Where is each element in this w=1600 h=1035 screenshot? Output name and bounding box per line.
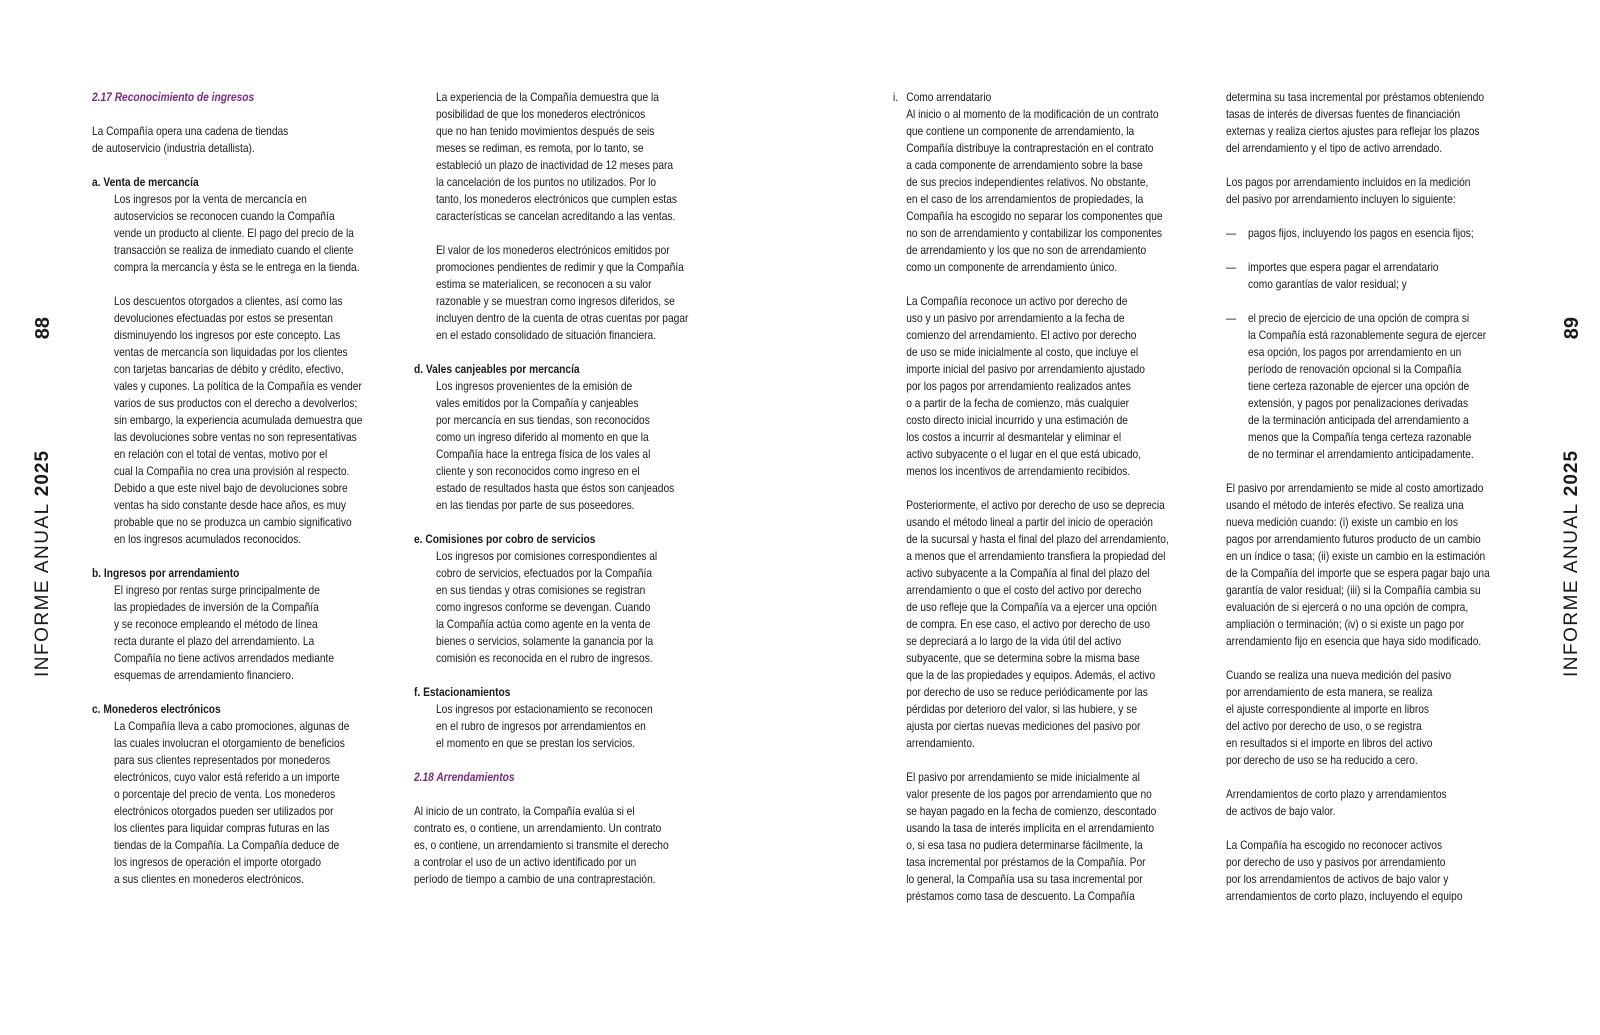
indented-text-line: estado de resultados hasta que éstos son canjeados: [436, 482, 675, 495]
list-body-line: comienzo del arrendamiento. El activo por derecho: [906, 329, 1137, 342]
bullet-dash: —: [1226, 227, 1237, 240]
indented-text-line: la Compañía actúa como agente en la venta de: [436, 618, 651, 631]
paragraph-gap: [1226, 157, 1516, 174]
indented-text-line: Los ingresos por estacionamiento se reconocen: [436, 703, 653, 716]
indented-text-line: Compañía no tiene activos arrendados mediante: [114, 652, 335, 665]
indented-text-line: probable que no se produzca un cambio significativo: [114, 516, 352, 529]
indented-text-line: por mercancía en sus tiendas, son reconocidos: [436, 414, 650, 427]
indented-text-line: que no han tenido movimientos después de seis: [436, 125, 655, 138]
indented-text-line: esquemas de arrendamiento financiero.: [114, 669, 294, 682]
paragraph-gap: [1226, 242, 1516, 259]
indented-text-line: tanto, los monederos electrónicos que cumplen estas: [436, 193, 678, 206]
right-page-footer: [1555, 317, 1589, 677]
list-body-line: de uso refleje que la Compañía va a ejercer una opción: [906, 601, 1157, 614]
paragraph-gap: [893, 276, 1192, 293]
indented-text-line: la cancelación de los puntos no utilizados. Por lo: [436, 176, 657, 189]
bullet-text: pagos fijos, incluyendo los pagos en esencia fijos;: [1248, 227, 1474, 240]
list-body-line: uso y un pasivo por arrendamiento a la fecha de: [906, 312, 1125, 325]
text-line: del arrendamiento y el tipo de activo arrendado.: [1226, 142, 1443, 155]
list-body-line: arrendamiento.: [906, 737, 975, 750]
indented-text-line: La Compañía lleva a cabo promociones, algunas de: [114, 720, 350, 733]
indented-text-line: a sus clientes en monederos electrónicos.: [114, 873, 304, 886]
indented-text-line: La experiencia de la Compañía demuestra que la: [436, 91, 659, 104]
text-line: de activos de bajo valor.: [1226, 805, 1336, 818]
indented-text-line: Los ingresos por la venta de mercancía en: [114, 193, 307, 206]
paragraph-gap: [893, 480, 1192, 497]
list-body-line: subyacente, que se determina sobre la misma base: [906, 652, 1140, 665]
text-line: Arrendamientos de corto plazo y arrendamientos: [1226, 788, 1447, 801]
indented-text-line: con tarjetas bancarias de débito y crédito, efectivo,: [114, 363, 344, 376]
bullet-text: el precio de ejercicio de una opción de compra si: [1248, 312, 1470, 325]
list-body-line: activo subyacente a la Compañía al final del plazo del: [906, 567, 1150, 580]
indented-text-line: extensión, y pagos por penalizaciones derivadas: [1248, 397, 1469, 410]
indented-text-line: las cuales involucran el otorgamiento de beneficios: [114, 737, 345, 750]
paragraph-gap: [92, 106, 389, 123]
bullet-item: [1226, 225, 1516, 242]
paragraph-gap: [1226, 463, 1516, 480]
text-column-1: [92, 89, 389, 888]
text-line: arrendamientos de corto plazo, incluyendo el equipo: [1226, 890, 1463, 903]
subsection-heading: f. Estacionamientos: [414, 686, 511, 699]
paragraph-gap: [414, 786, 711, 803]
list-body-line: de la sucursal y hasta el final del plazo del arrendamiento,: [906, 533, 1169, 546]
bullet-item: [1226, 310, 1516, 327]
text-line: Al inicio de un contrato, la Compañía evalúa si el: [414, 805, 635, 818]
text-line: por arrendamiento de esta manera, se realiza: [1226, 686, 1433, 699]
list-body-line: pérdidas por deterioro del valor, si las hubiere, y se: [906, 703, 1138, 716]
subsection-heading: b. Ingresos por arrendamiento: [92, 567, 240, 580]
list-body-line: de compra. En ese caso, el activo por derecho de uso: [906, 618, 1151, 631]
list-body-line: de arrendamiento y los que no son de arrendamiento: [906, 244, 1147, 257]
list-body-line: no son de arrendamiento y contabilizar los componentes: [906, 227, 1162, 240]
text-line: tasas de interés de diversas fuentes de financiación: [1226, 108, 1461, 121]
text-line: de autoservicio (industria detallista).: [92, 142, 255, 155]
page-number: 89: [1560, 317, 1583, 340]
bullet-item: [1226, 259, 1516, 276]
indented-text-line: como un ingreso diferido al momento en que la: [436, 431, 649, 444]
indented-text-line: bienes o servicios, solamente la ganancia por la: [436, 635, 654, 648]
text-line: usando el método de interés efectivo. Se realiza una: [1226, 499, 1464, 512]
list-body-line: o, si esa tasa no pudiera determinarse fácilmente, la: [906, 839, 1143, 852]
text-line: es, o contiene, un arrendamiento si transmite el derecho: [414, 839, 669, 852]
list-body-line: que contiene un componente de arrendamiento, la: [906, 125, 1135, 138]
indented-text-line: cliente y son reconocidos como ingreso en el: [436, 465, 640, 478]
indented-text-line: El valor de los monederos electrónicos emitidos por: [436, 244, 670, 257]
subsection-heading: a. Venta de mercancía: [92, 176, 199, 189]
text-line: evaluación de si ejercerá o no una opción de compra,: [1226, 601, 1469, 614]
paragraph-gap: [1226, 650, 1516, 667]
indented-text-line: esa opción, los pagos por arrendamiento en un: [1248, 346, 1462, 359]
indented-text-line: sin embargo, la experiencia acumulada demuestra que: [114, 414, 363, 427]
text-line: contrato es, o contiene, un arrendamiento. Un contrato: [414, 822, 662, 835]
list-body-line: se depreciará a lo largo de la vida útil del activo: [906, 635, 1122, 648]
list-body-line: lo general, la Compañía usa su tasa incremental por: [906, 873, 1143, 886]
indented-text-line: comisión es reconocida en el rubro de ingresos.: [436, 652, 653, 665]
list-body-line: a cada componente de arrendamiento sobre la base: [906, 159, 1143, 172]
indented-text-line: cobro de servicios, efectuados por la Compañía: [436, 567, 653, 580]
list-body-line: como un componente de arrendamiento único.: [906, 261, 1118, 274]
indented-text-line: la Compañía está razonablemente segura de ejercer: [1248, 329, 1487, 342]
indented-text-line: disminuyendo los ingresos por este concepto. Las: [114, 329, 341, 342]
subsection-heading: e. Comisiones por cobro de servicios: [414, 533, 596, 546]
indented-text-line: como ingresos conforme se devengan. Cuando: [436, 601, 651, 614]
list-body-line: a menos que el arrendamiento transfiera la propiedad del: [906, 550, 1166, 563]
list-body-line: activo subyacente o el lugar en el que está ubicado,: [906, 448, 1142, 461]
indented-text-line: incluyen dentro de la cuenta de otras cuentas por pagar: [436, 312, 689, 325]
indented-text-line: Debido a que este nivel bajo de devoluciones sobre: [114, 482, 348, 495]
list-body-line: los costos a incurrir al desmantelar y eliminar el: [906, 431, 1122, 444]
paragraph-gap: [414, 667, 711, 684]
text-line: Cuando se realiza una nueva medición del pasivo: [1226, 669, 1452, 682]
list-body-line: por los pagos por arrendamiento realizados antes: [906, 380, 1131, 393]
indented-text-line: transacción se realiza de inmediato cuando el cliente: [114, 244, 354, 257]
indented-text-line: ventas de mercancía son liquidadas por los clientes: [114, 346, 348, 359]
indented-text-line: los clientes para liquidar compras futuras en las: [114, 822, 330, 835]
paragraph-gap: [414, 752, 711, 769]
indented-text-line: en el estado consolidado de situación financiera.: [436, 329, 657, 342]
paragraph-gap: [1226, 769, 1516, 786]
text-line: externas y realiza ciertos ajustes para reflejar los plazos: [1226, 125, 1480, 138]
text-column-3: [893, 89, 1192, 905]
text-line: a controlar el uso de un activo identificado por un: [414, 856, 637, 869]
indented-text-line: Los descuentos otorgados a clientes, así como las: [114, 295, 343, 308]
text-line: ampliación o terminación; (iv) o si existe un pago por: [1226, 618, 1465, 631]
indented-text-line: las propiedades de inversión de la Compañía: [114, 601, 319, 614]
indented-text-line: para sus clientes representados por monederos: [114, 754, 331, 767]
text-column-4: [1226, 89, 1516, 905]
list-body-line: usando la tasa de interés implícita en el arrendamiento: [906, 822, 1155, 835]
indented-text-line: o porcentaje del precio de venta. Los monederos: [114, 788, 336, 801]
left-page-footer: [26, 317, 60, 677]
text-line: el ajuste correspondiente al importe en libros: [1226, 703, 1430, 716]
indented-text-line: vales y cupones. La política de la Compañía es vender: [114, 380, 362, 393]
text-line: por derecho de uso se ha reducido a cero.: [1226, 754, 1418, 767]
text-line: La Compañía opera una cadena de tiendas: [92, 125, 289, 138]
list-body-line: Compañía ha escogido no separar los componentes que: [906, 210, 1163, 223]
paragraph-gap: [92, 548, 389, 565]
page-number: 88: [31, 317, 54, 340]
indented-text-line: de no terminar el arrendamiento anticipadamente.: [1248, 448, 1474, 461]
text-column-2: [414, 89, 711, 888]
list-body-line: Al inicio o al momento de la modificación de un contrato: [906, 108, 1159, 121]
indented-text-line: razonable y se muestran como ingresos diferidos, se: [436, 295, 675, 308]
list-body-line: costo directo inicial incurrido y una estimación de: [906, 414, 1128, 427]
indented-text-line: en relación con el total de ventas, motivo por el: [114, 448, 328, 461]
indented-text-line: cual la Compañía no crea una provisión al respecto.: [114, 465, 350, 478]
bullet-text: importes que espera pagar el arrendatario: [1248, 261, 1439, 274]
indented-text-line: varios de sus productos con el derecho a devolverlos;: [114, 397, 358, 410]
list-body-line: préstamos como tasa de descuento. La Compañía: [906, 890, 1135, 903]
list-body-line: arrendamiento o que el costo del activo por derecho: [906, 584, 1142, 597]
indented-text-line: ventas ha sido constante desde hace años, es muy: [114, 499, 346, 512]
indented-text-line: tiene certeza razonable de ejercer una opción de: [1248, 380, 1470, 393]
text-line: El pasivo por arrendamiento se mide al costo amortizado: [1226, 482, 1484, 495]
list-heading: [893, 89, 1192, 106]
indented-text-line: en las tiendas por parte de sus poseedores.: [436, 499, 635, 512]
list-body-line: Compañía distribuye la contraprestación en el contrato: [906, 142, 1154, 155]
text-line: pagos por arrendamiento futuros producto de un cambio: [1226, 533, 1481, 546]
paragraph-gap: [893, 752, 1192, 769]
indented-text-line: autoservicios se reconocen cuando la Compañía: [114, 210, 335, 223]
text-line: nueva medición cuando: (i) existe un cambio en los: [1226, 516, 1458, 529]
list-body-line: El pasivo por arrendamiento se mide inicialmente al: [906, 771, 1140, 784]
indented-text-line: promociones pendientes de redimir y que la Compañía: [436, 261, 684, 274]
text-line: determina su tasa incremental por préstamos obteniendo: [1226, 91, 1485, 104]
indented-text-line: El ingreso por rentas surge principalmente de: [114, 584, 320, 597]
list-body-line: importe inicial del pasivo por arrendamiento ajustado: [906, 363, 1145, 376]
paragraph-gap: [92, 157, 389, 174]
paragraph-gap: [92, 684, 389, 701]
indented-text-line: electrónicos, cuyo valor está referido a un importe: [114, 771, 340, 784]
text-line: en resultados si el importe en libros del activo: [1226, 737, 1433, 750]
indented-text-line: en sus tiendas y otras comisiones se registran: [436, 584, 646, 597]
text-line: del activo por derecho de uso, o se registra: [1226, 720, 1422, 733]
indented-text-line: Los ingresos por comisiones correspondientes al: [436, 550, 658, 563]
list-body-line: menos los incentivos de arrendamiento recibidos.: [906, 465, 1131, 478]
indented-text-line: compra la mercancía y ésta se le entrega en la tienda.: [114, 261, 360, 274]
indented-text-line: estableció un plazo de inactividad de 12 meses para: [436, 159, 674, 172]
text-line: por los arrendamientos de activos de bajo valor y: [1226, 873, 1449, 886]
indented-text-line: características se cancelan acreditando a las ventas.: [436, 210, 676, 223]
text-line: período de tiempo a cambio de una contraprestación.: [414, 873, 656, 886]
indented-text-line: como garantías de valor residual; y: [1248, 278, 1407, 291]
text-line: Los pagos por arrendamiento incluidos en la medición: [1226, 176, 1471, 189]
indented-text-line: recta durante el plazo del arrendamiento. La: [114, 635, 315, 648]
list-body-line: de sus precios independientes relativos. No obstante,: [906, 176, 1149, 189]
list-body-line: se hayan pagado en la fecha de comienzo, descontado: [906, 805, 1157, 818]
indented-text-line: vende un producto al cliente. El pago del precio de la: [114, 227, 354, 240]
text-line: en un índice o tasa; (ii) existe un cambio en la estimación: [1226, 550, 1486, 563]
indented-text-line: de la terminación anticipada del arrendamiento a: [1248, 414, 1469, 427]
paragraph-gap: [1226, 820, 1516, 837]
indented-text-line: devoluciones efectuadas por estos se presentan: [114, 312, 333, 325]
text-line: de la Compañía del importe que se espera pagar bajo una: [1226, 567, 1490, 580]
text-line: arrendamiento fijo en esencia que haya sido modificado.: [1226, 635, 1482, 648]
list-body-line: La Compañía reconoce un activo por derecho de: [906, 295, 1128, 308]
indented-text-line: en el rubro de ingresos por arrendamientos en: [436, 720, 646, 733]
indented-text-line: Los ingresos provenientes de la emisión de: [436, 380, 633, 393]
paragraph-gap: [1226, 293, 1516, 310]
paragraph-gap: [414, 225, 711, 242]
indented-text-line: los ingresos de operación el importe otorgado: [114, 856, 322, 869]
list-heading-text: Como arrendatario: [906, 91, 992, 104]
paragraph-gap: [92, 276, 389, 293]
text-line: La Compañía ha escogido no reconocer activos: [1226, 839, 1443, 852]
indented-text-line: vales emitidos por la Compañía y canjeables: [436, 397, 639, 410]
indented-text-line: las devoluciones sobre ventas no son representativas: [114, 431, 357, 444]
indented-text-line: menos que la Compañía tenga certeza razonable: [1248, 431, 1472, 444]
report-title: INFORME ANUAL 2025: [1561, 449, 1582, 677]
indented-text-line: posibilidad de que los monederos electrónicos: [436, 108, 646, 121]
list-marker: i.: [893, 91, 899, 104]
indented-text-line: y se reconoce empleando el método de línea: [114, 618, 318, 631]
list-body-line: que la de las propiedades y equipos. Además, el activo: [906, 669, 1156, 682]
list-body-line: tasa incremental por préstamos de la Compañía. Por: [906, 856, 1146, 869]
bullet-dash: —: [1226, 261, 1237, 274]
indented-text-line: Compañía hace la entrega física de los vales al: [436, 448, 651, 461]
list-body-line: usando el método lineal a partir del inicio de operación: [906, 516, 1153, 529]
list-body-line: de uso se mide inicialmente al costo, que incluye el: [906, 346, 1139, 359]
list-body-line: ajusta por ciertas nuevas mediciones del pasivo por: [906, 720, 1141, 733]
list-body-line: en el caso de los arrendamientos de propiedades, la: [906, 193, 1144, 206]
indented-text-line: el momento en que se prestan los servicios.: [436, 737, 636, 750]
list-body-line: por derecho de uso se reduce periódicamente por las: [906, 686, 1148, 699]
paragraph-gap: [414, 514, 711, 531]
indented-text-line: estima se materialicen, se reconocen a su valor: [436, 278, 652, 291]
list-body-line: o a partir de la fecha de comienzo, más cualquier: [906, 397, 1130, 410]
indented-text-line: electrónicos otorgados pueden ser utilizados por: [114, 805, 334, 818]
text-line: por derecho de uso y pasivos por arrendamiento: [1226, 856, 1446, 869]
text-line: garantía de valor residual; (iii) si la Compañía cambia su: [1226, 584, 1481, 597]
indented-text-line: meses se rediman, es remota, por lo tanto, se: [436, 142, 644, 155]
report-title: INFORME ANUAL 2025: [32, 449, 53, 677]
bullet-dash: —: [1226, 312, 1237, 325]
indented-text-line: tiendas de la Compañía. La Compañía deduce de: [114, 839, 340, 852]
subsection-heading: d. Vales canjeables por mercancía: [414, 363, 580, 376]
paragraph-gap: [414, 344, 711, 361]
paragraph-gap: [1226, 208, 1516, 225]
list-body-line: Posteriormente, el activo por derecho de uso se deprecia: [906, 499, 1165, 512]
text-line: del pasivo por arrendamiento incluyen lo siguiente:: [1226, 193, 1456, 206]
section-heading: 2.17 Reconocimiento de ingresos: [92, 91, 255, 104]
indented-text-line: en los ingresos acumulados reconocidos.: [114, 533, 302, 546]
section-heading: 2.18 Arrendamientos: [414, 771, 515, 784]
subsection-heading: c. Monederos electrónicos: [92, 703, 221, 716]
indented-text-line: período de renovación opcional si la Compañía: [1248, 363, 1462, 376]
list-body-line: valor presente de los pagos por arrendamiento que no: [906, 788, 1152, 801]
